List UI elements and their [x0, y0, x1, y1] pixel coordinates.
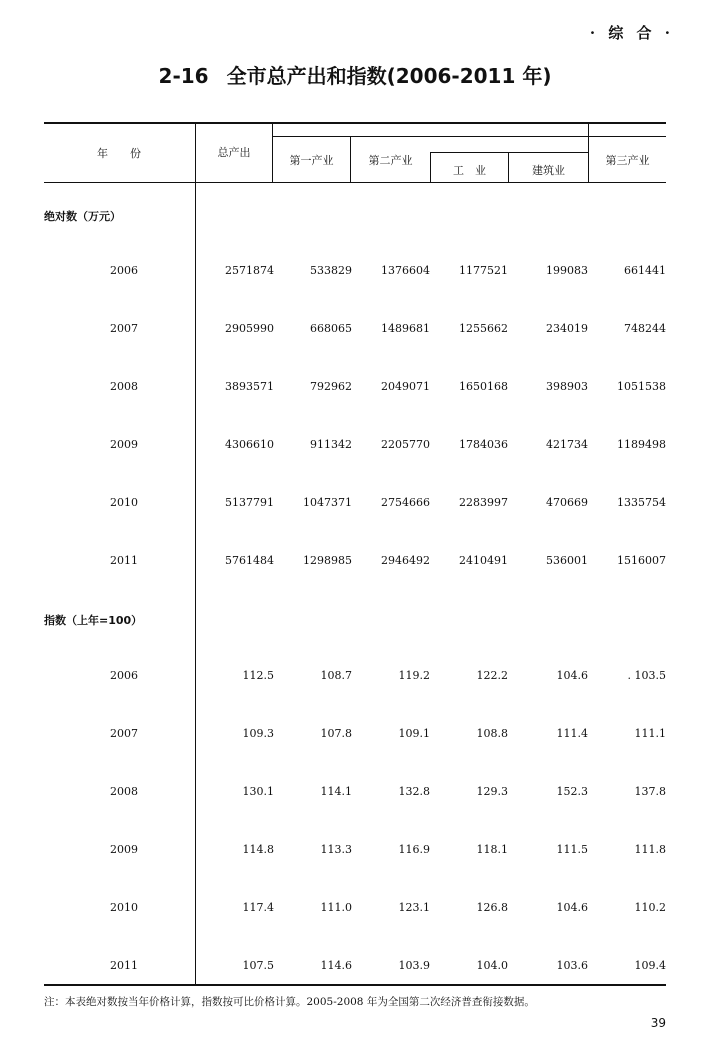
cell-tertiary: 110.2 — [634, 901, 666, 914]
footnote: 注：本表绝对数按当年价格计算，指数按可比价格计算。2005-2008 年为全国第二次经济普查衔接数据。 — [44, 996, 535, 1008]
table-number: 2-16 — [158, 64, 209, 88]
cell-construction: 111.4 — [556, 727, 588, 740]
header-bottom-rule — [44, 182, 666, 183]
cell-tertiary: 661441 — [624, 264, 666, 277]
cell-industry: 126.8 — [476, 901, 508, 914]
cell-secondary: 119.2 — [398, 669, 430, 682]
cell-industry: 1784036 — [459, 438, 508, 451]
header-secondary: 第二产业 — [368, 154, 413, 167]
cell-industry: 104.0 — [476, 959, 508, 972]
cell-secondary: 2205770 — [381, 438, 430, 451]
table-row — [44, 554, 666, 570]
table-row — [44, 901, 666, 917]
cell-construction: 103.6 — [556, 959, 588, 972]
page-title — [0, 60, 710, 89]
cell-primary: 792962 — [310, 380, 352, 393]
table-row — [44, 380, 666, 396]
cell-primary: 107.8 — [320, 727, 352, 740]
cell-primary: 668065 — [310, 322, 352, 335]
table-row — [44, 785, 666, 801]
table-row — [44, 438, 666, 454]
cell-industry: 108.8 — [476, 727, 508, 740]
table-row — [44, 264, 666, 280]
cell-secondary: 132.8 — [398, 785, 430, 798]
cell-year: 2008 — [110, 380, 138, 393]
header-total: 总产出 — [217, 146, 251, 159]
cell-construction: 104.6 — [556, 669, 588, 682]
header-industry: 工 业 — [453, 164, 486, 177]
cell-total: 5761484 — [225, 554, 274, 567]
cell-construction: 234019 — [546, 322, 588, 335]
cell-construction: 536001 — [546, 554, 588, 567]
table-row — [44, 322, 666, 338]
table-row — [44, 727, 666, 743]
sub-rule-secondary-split — [430, 152, 588, 153]
cell-primary: 1298985 — [303, 554, 352, 567]
cell-construction: 111.5 — [556, 843, 588, 856]
cell-industry: 1650168 — [459, 380, 508, 393]
cell-year: 2006 — [110, 264, 138, 277]
cell-industry: 122.2 — [476, 669, 508, 682]
cell-tertiary: 1335754 — [617, 496, 666, 509]
header-construction: 建筑业 — [532, 164, 565, 177]
cell-tertiary: 109.4 — [634, 959, 666, 972]
cell-primary: 533829 — [310, 264, 352, 277]
cell-primary: 911342 — [310, 438, 352, 451]
cell-tertiary: 1189498 — [617, 438, 666, 451]
cell-secondary: 116.9 — [398, 843, 430, 856]
cell-tertiary: 1516007 — [617, 554, 666, 567]
cell-total: 2571874 — [225, 264, 274, 277]
cell-industry: 118.1 — [476, 843, 508, 856]
cell-construction: 470669 — [546, 496, 588, 509]
cell-primary: 108.7 — [320, 669, 352, 682]
cell-primary: 111.0 — [320, 901, 352, 914]
cell-construction: 421734 — [546, 438, 588, 451]
table-title: 全市总产出和指数(2006-2011 年) — [226, 64, 552, 88]
cell-secondary: 1376604 — [381, 264, 430, 277]
cell-construction: 152.3 — [556, 785, 588, 798]
cell-total: 130.1 — [242, 785, 274, 798]
cell-total: 114.8 — [242, 843, 274, 856]
cell-total: 112.5 — [242, 669, 274, 682]
cell-secondary: 109.1 — [398, 727, 430, 740]
table-row — [44, 843, 666, 859]
cell-industry: 2283997 — [459, 496, 508, 509]
cell-tertiary: 111.8 — [634, 843, 666, 856]
cell-year: 2010 — [110, 496, 138, 509]
cell-total: 117.4 — [242, 901, 274, 914]
cell-industry: 2410491 — [459, 554, 508, 567]
cell-primary: 113.3 — [320, 843, 352, 856]
cell-tertiary: 137.8 — [634, 785, 666, 798]
cell-primary: 1047371 — [303, 496, 352, 509]
cell-industry: 1255662 — [459, 322, 508, 335]
cell-total: 2905990 — [225, 322, 274, 335]
cell-year: 2009 — [110, 843, 138, 856]
section-header: · 综 合 · — [589, 24, 674, 42]
cell-secondary: 103.9 — [398, 959, 430, 972]
cell-primary: 114.1 — [320, 785, 352, 798]
cell-tertiary: 748244 — [624, 322, 666, 335]
page-number: 39 — [650, 1016, 666, 1030]
cell-total: 109.3 — [242, 727, 274, 740]
table-row — [44, 959, 666, 975]
cell-secondary: 2754666 — [381, 496, 430, 509]
cell-year: 2007 — [110, 322, 138, 335]
table-row — [44, 496, 666, 512]
cell-year: 2008 — [110, 785, 138, 798]
cell-tertiary: 111.1 — [634, 727, 666, 740]
header-tertiary: 第三产业 — [605, 154, 650, 167]
cell-secondary: 2049071 — [381, 380, 430, 393]
cell-secondary: 2946492 — [381, 554, 430, 567]
cell-industry: 129.3 — [476, 785, 508, 798]
header-primary: 第一产业 — [289, 154, 334, 167]
cell-year: 2006 — [110, 669, 138, 682]
cell-tertiary: 1051538 — [617, 380, 666, 393]
cell-primary: 114.6 — [320, 959, 352, 972]
group-label-index: 指数（上年=100） — [44, 614, 143, 627]
cell-total: 5137791 — [225, 496, 274, 509]
cell-year: 2011 — [110, 959, 138, 972]
cell-industry: 1177521 — [459, 264, 508, 277]
cell-total: 3893571 — [225, 380, 274, 393]
cell-secondary: 1489681 — [381, 322, 430, 335]
cell-tertiary: . 103.5 — [627, 669, 666, 682]
sub-rule-primary-tertiary — [272, 136, 666, 137]
table-top-rule — [44, 122, 666, 124]
cell-total: 4306610 — [225, 438, 274, 451]
cell-year: 2011 — [110, 554, 138, 567]
cell-total: 107.5 — [242, 959, 274, 972]
cell-year: 2009 — [110, 438, 138, 451]
header-year: 年 份 — [97, 147, 141, 160]
table-row — [44, 669, 666, 685]
cell-construction: 104.6 — [556, 901, 588, 914]
cell-year: 2010 — [110, 901, 138, 914]
cell-year: 2007 — [110, 727, 138, 740]
group-label-absolute: 绝对数（万元） — [44, 210, 121, 223]
cell-construction: 398903 — [546, 380, 588, 393]
cell-construction: 199083 — [546, 264, 588, 277]
table-bottom-rule — [44, 984, 666, 986]
cell-secondary: 123.1 — [398, 901, 430, 914]
